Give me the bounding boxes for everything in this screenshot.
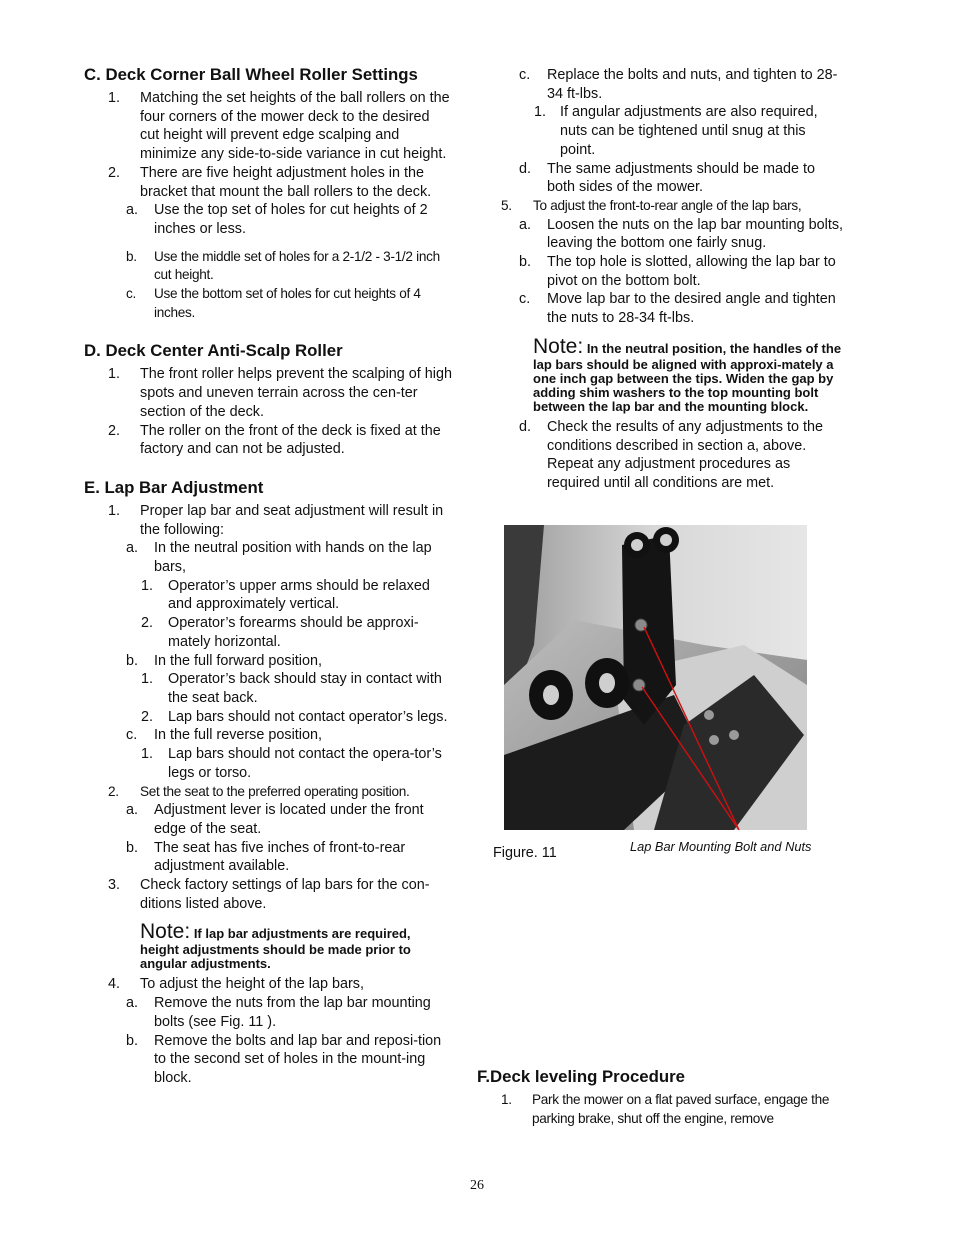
list-item: a. Use the top set of holes for cut heights of 2 inches or less.	[126, 202, 428, 237]
list-item: 3. Check factory settings of lap bars for the con-ditions listed above.	[108, 877, 430, 912]
list-item: d. Check the results of any adjustments to the conditions described in section a, above. Repeat any adjustment procedures as required until all conditions are met.	[519, 418, 823, 491]
list-item: 1. Operator’s upper arms should be relaxed and approximately vertical.	[141, 577, 430, 613]
list-item: 4. To adjust the height of the lap bars,	[108, 976, 365, 993]
section-e-title: E. Lap Bar Adjustment	[84, 477, 264, 497]
list-item: b. In the full forward position,	[126, 652, 322, 669]
list-item: a. In the neutral position with hands on the lap bars,	[126, 540, 432, 576]
note-lap-bar-height: Note: If lap bar adjustments are required, height adjustments should be made prior to angular adjustments.	[140, 920, 411, 972]
list-item: 1. Lap bars should not contact the opera-tor’s legs or torso.	[141, 746, 442, 781]
section-c-title: C. Deck Corner Ball Wheel Roller Settings	[84, 65, 418, 84]
figure-caption: Lap Bar Mounting Bolt and Nuts	[630, 839, 812, 854]
list-item: b. Use the middle set of holes for a 2-1/2 - 3-1/2 inch cut height.	[126, 248, 440, 283]
list-item: c. Replace the bolts and nuts, and tighten to 28-34 ft-lbs.	[519, 67, 838, 102]
right-column	[498, 66, 844, 493]
list-item: 2. Set the seat to the preferred operating position.	[108, 783, 410, 799]
list-item: a. Remove the nuts from the lap bar mounting bolts (see Fig. 11 ).	[126, 995, 431, 1030]
list-item: a. Loosen the nuts on the lap bar mounting bolts, leaving the bottom one fairly snug.	[519, 216, 844, 252]
page-number: 26	[470, 1178, 484, 1193]
list-item: c. In the full reverse position,	[126, 727, 322, 744]
list-item: 1. Proper lap bar and seat adjustment will result in the following:	[108, 502, 444, 538]
list-item: 5. To adjust the front-to-rear angle of the lap bars,	[501, 197, 802, 213]
list-item: 2. Lap bars should not contact operator’s legs.	[141, 708, 448, 725]
section-f-title: F.Deck leveling Procedure	[477, 1067, 685, 1086]
list-item: 2. The roller on the front of the deck is fixed at the factory and can not be adjusted.	[108, 422, 441, 458]
section-f	[477, 1066, 847, 1128]
list-item: 1. If angular adjustments are also required, nuts can be tightened until snug at this point.	[534, 104, 818, 158]
list-item: 1. Matching the set heights of the ball rollers on the four corners of the mower deck to the desired cut height will prevent edge scalping and minimize any side-to-side variance in cut height.	[108, 90, 450, 163]
list-item: 1. The front roller helps prevent the scalping of high spots and uneven terrain across the cen-ter section of the deck.	[108, 366, 452, 420]
list-item: 2. There are five height adjustment holes in the bracket that mount the ball rollers to the deck.	[108, 164, 432, 200]
lap-bar-photo	[504, 525, 807, 830]
list-item: b. The seat has five inches of front-to-rear adjustment available.	[126, 839, 406, 875]
list-item: a. Adjustment lever is located under the front edge of the seat.	[126, 802, 424, 837]
note-lap-bar-alignment: Note: In the neutral position, the handles of the lap bars should be aligned with approxi-mately a one inch gap between the tips. Widen the gap by adding shim washers to the top mounting bolt between the lap bar and the mounting block.	[533, 334, 842, 414]
figure-label: Figure. 11	[493, 845, 557, 861]
left-column	[84, 64, 452, 1088]
list-item: 1. Operator’s back should stay in contact with the seat back.	[141, 671, 442, 706]
list-item: b. Remove the bolts and lap bar and reposi-tion to the second set of holes in the mount-ing block.	[126, 1032, 442, 1086]
list-item: d. The same adjustments should be made to both sides of the mower.	[519, 160, 815, 196]
list-item: 2. Operator’s forearms should be approxi-mately horizontal.	[141, 615, 419, 650]
list-item: c. Use the bottom set of holes for cut heights of 4 inches.	[126, 286, 421, 320]
list-item: 1. Park the mower on a flat paved surface, engage the parking brake, shut off the engine, remove	[501, 1092, 830, 1126]
list-item: c. Move lap bar to the desired angle and tighten the nuts to 28-34 ft-lbs.	[519, 291, 836, 327]
list-item: b. The top hole is slotted, allowing the lap bar to pivot on the bottom bolt.	[519, 254, 836, 289]
section-d-title: D. Deck Center Anti-Scalp Roller	[84, 341, 343, 361]
